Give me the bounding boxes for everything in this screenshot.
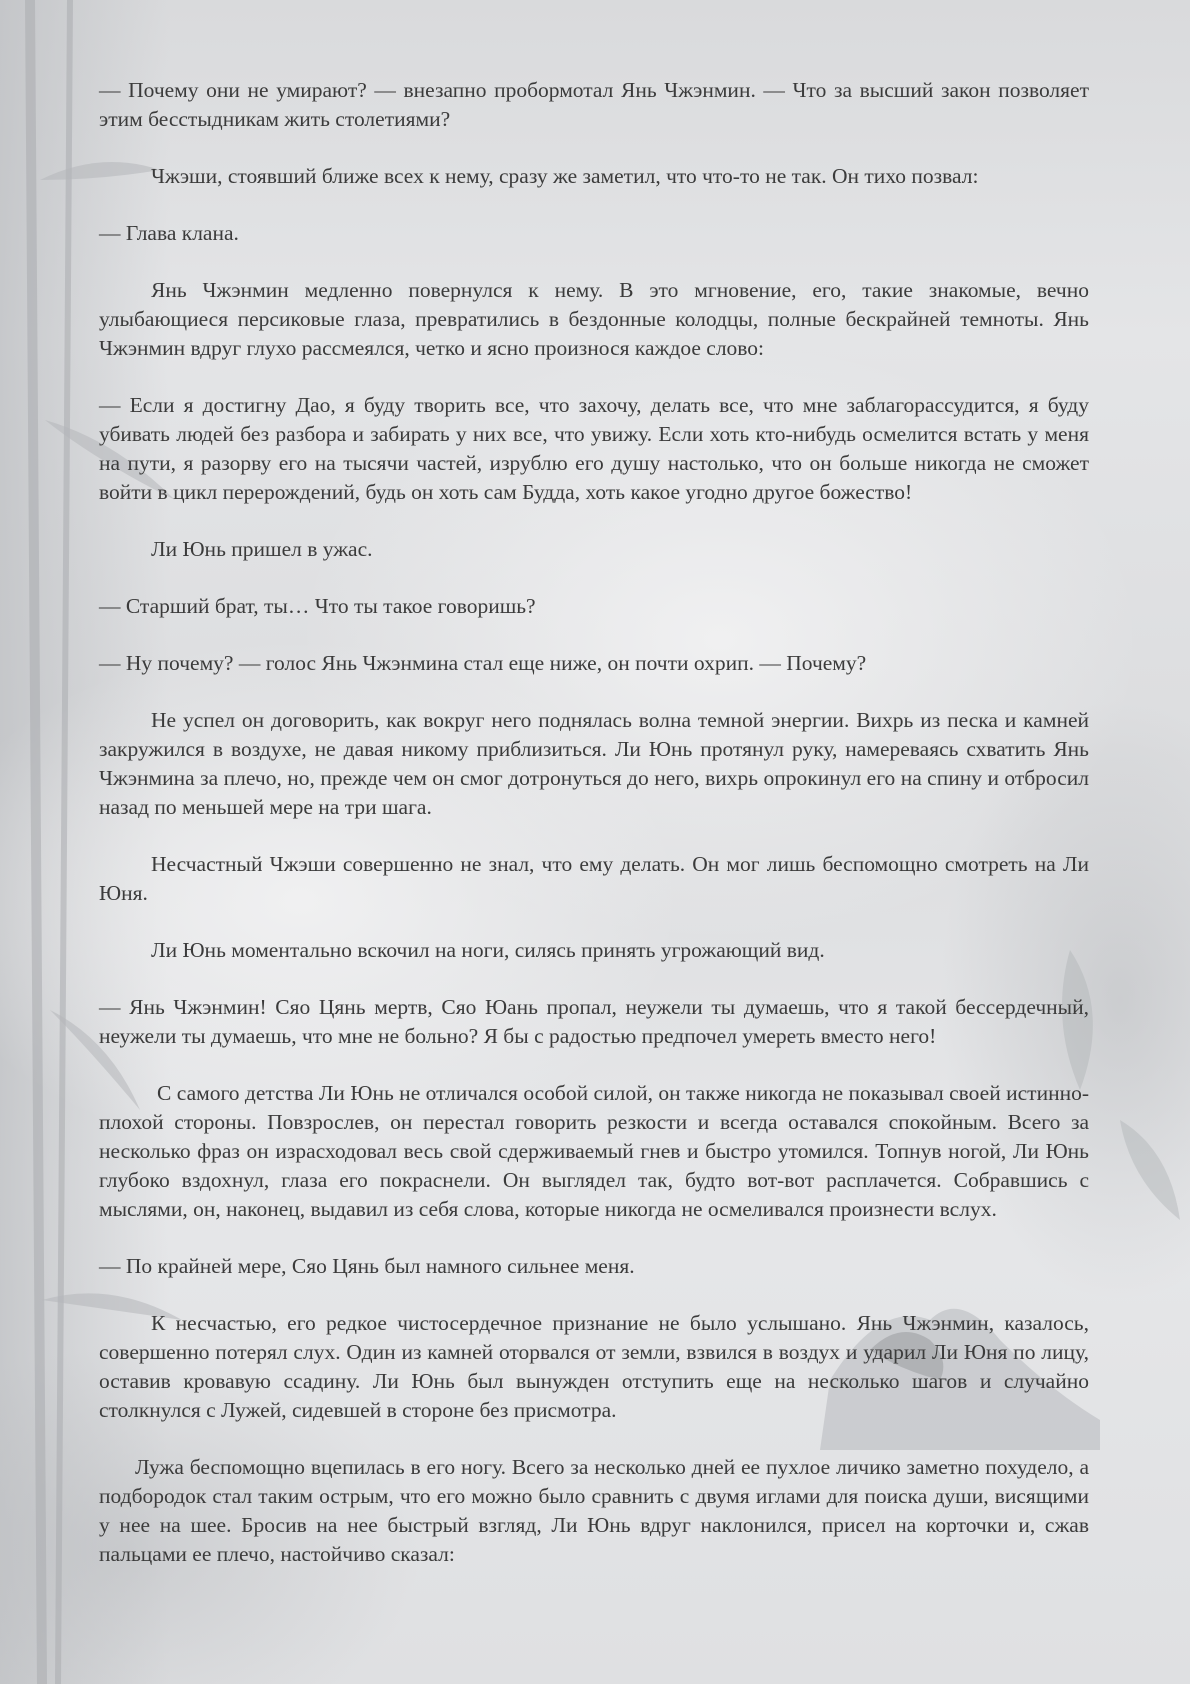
paragraph: Ли Юнь моментально вскочил на ноги, силясь принять угрожающий вид. — [151, 938, 825, 962]
paragraph: — Почему они не умирают? — внезапно пробормотал Янь Чжэнмин. — Что за высший закон позволяет этим бесстыдникам жить столетиями? — [99, 78, 1089, 131]
paragraph: — Если я достигну Дао, я буду творить все, что захочу, делать все, что мне заблагорассудится, я буду убивать людей без разбора и забирать у них все, что увижу. Если хоть кто-нибудь осмелится встать у меня на пути, я разорву его на тысячи частей, изрублю его душу настолько, что он больше никогда не сможет войти в цикл перерождений, будь он хоть сам Будда, хоть какое угодно другое божество! — [99, 393, 1089, 504]
paragraph: Янь Чжэнмин медленно повернулся к нему. В это мгновение, его, такие знакомые, вечно улыбающиеся персиковые глаза, превратились в бездонные колодцы, полные бескрайней темноты. Янь Чжэнмин вдруг глухо рассмеялся, четко и ясно произнося каждое слово: — [99, 278, 1089, 360]
paragraph: С самого детства Ли Юнь не отличался особой силой, он также никогда не показывал своей истинно-плохой стороны. Повзрослев, он перестал говорить резкости и всегда оставался спокойным. Всего за несколько фраз он израсходовал весь свой сдерживаемый гнев и быстро утомился. Топнув ногой, Ли Юнь глубоко вздохнул, глаза его покраснели. Он выглядел так, будто вот-вот расплачется. Собравшись с мыслями, он, наконец, выдавил из себя слова, которые никогда не осмеливался произнести вслух. — [99, 1081, 1089, 1221]
paragraph: Несчастный Чжэши совершенно не знал, что ему делать. Он мог лишь беспомощно смотреть на Ли Юня. — [99, 852, 1089, 905]
paragraph: — Старший брат, ты… Что ты такое говоришь? — [99, 594, 536, 618]
paragraph: — Ну почему? — голос Янь Чжэнмина стал еще ниже, он почти охрип. — Почему? — [99, 651, 867, 675]
paragraph: К несчастью, его редкое чистосердечное признание не было услышано. Янь Чжэнмин, казалось, совершенно потерял слух. Один из камней оторвался от земли, взвился в воздух и ударил Ли Юня по лицу, оставив кровавую ссадину. Ли Юнь был вынужден отступить еще на несколько шагов и случайно столкнулся с Лужей, сидевшей в стороне без присмотра. — [99, 1311, 1089, 1422]
paragraph: Чжэши, стоявший ближе всех к нему, сразу же заметил, что что-то не так. Он тихо позвал: — [151, 164, 979, 188]
paragraph: Ли Юнь пришел в ужас. — [151, 537, 373, 561]
paragraph: Лужа беспомощно вцепилась в его ногу. Всего за несколько дней ее пухлое личико заметно похудело, а подбородок стал таким острым, что его можно было сравнить с двумя иглами для поиска души, висящими у нее на шее. Бросив на нее быстрый взгляд, Ли Юнь вдруг наклонился, присел на корточки и, сжав пальцами ее плечо, настойчиво сказал: — [99, 1455, 1089, 1566]
document-page — [99, 76, 1089, 1597]
paragraph: — Глава клана. — [99, 221, 239, 245]
paragraph: — По крайней мере, Сяо Цянь был намного сильнее меня. — [99, 1254, 635, 1278]
paragraph: — Янь Чжэнмин! Сяо Цянь мертв, Сяо Юань пропал, неужели ты думаешь, что я такой бессердечный, неужели ты думаешь, что мне не больно? Я бы с радостью предпочел умереть вместо него! — [99, 995, 1089, 1048]
paragraph: Не успел он договорить, как вокруг него поднялась волна темной энергии. Вихрь из песка и камней закружился в воздухе, не давая никому приблизиться. Ли Юнь протянул руку, намереваясь схватить Янь Чжэнмина за плечо, но, прежде чем он смог дотронуться до него, вихрь опрокинул его на спину и отбросил назад по меньшей мере на три шага. — [99, 708, 1089, 819]
